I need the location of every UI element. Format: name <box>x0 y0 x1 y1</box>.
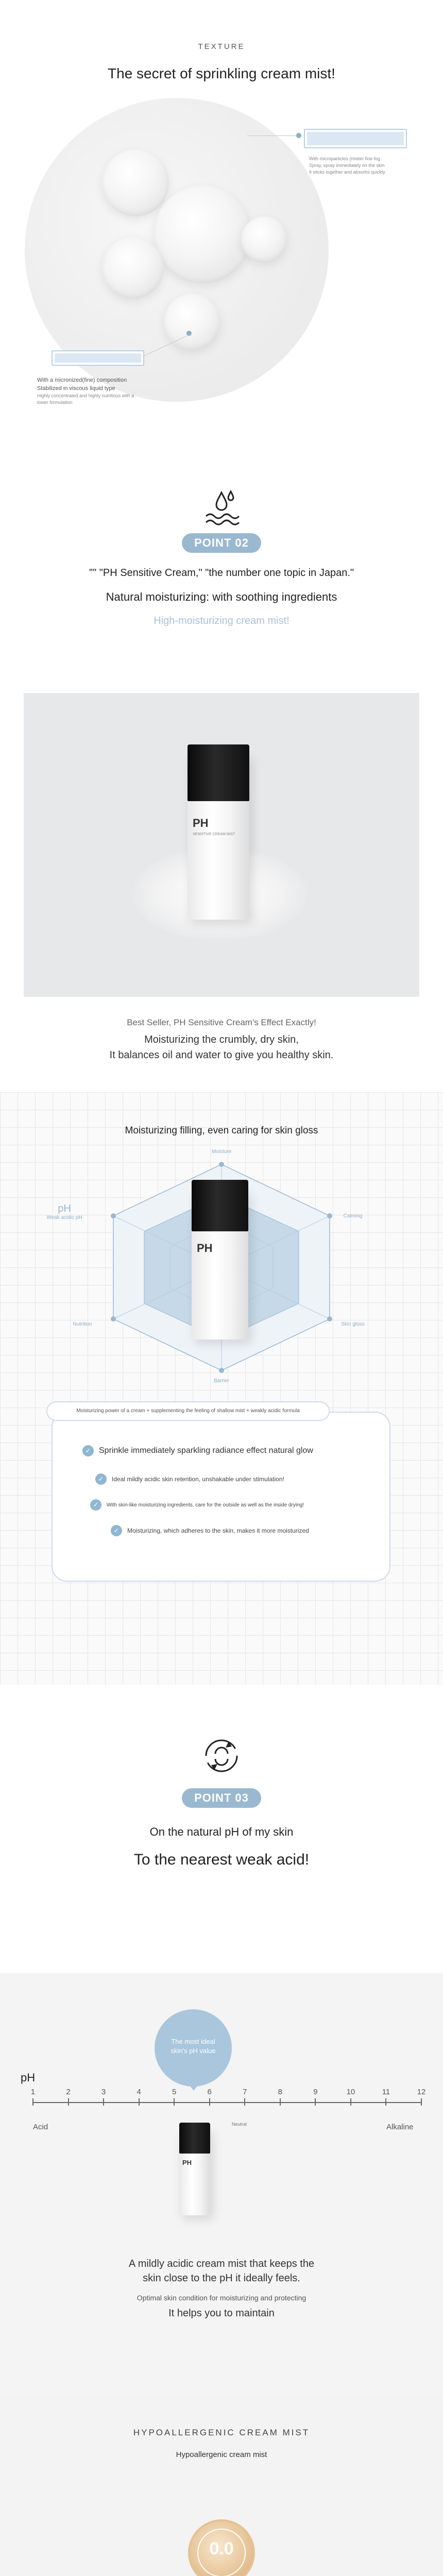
check-icon: ✓ <box>82 1445 94 1456</box>
radar-title: Moisturizing filling, even caring for skin gloss <box>125 1125 318 1136</box>
point02-badge: POINT 02 <box>182 533 261 553</box>
ph-tick-label: 6 <box>207 2088 212 2096</box>
hypo-sub: Hypoallergenic cream mist <box>176 2450 267 2459</box>
callout-left-line: With a micronized(fine) composition <box>37 377 127 383</box>
medal-value: 0.0 <box>197 2529 246 2576</box>
hypo-section <box>0 2396 443 2576</box>
ph-tick-label: 11 <box>382 2088 390 2096</box>
ph-tick <box>209 2098 210 2106</box>
ph-tick-label: 2 <box>66 2088 71 2096</box>
ph-tick <box>350 2098 351 2106</box>
ph-axis-label: pH <box>21 2071 36 2084</box>
product-photo <box>24 693 419 997</box>
check-icon: ✓ <box>111 1525 122 1536</box>
scale-desc-small: Optimal skin condition for moisturizing and protecting <box>137 2294 306 2302</box>
callout-line <box>247 135 296 136</box>
point02-headline: Natural moisturizing: with soothing ingredients <box>106 590 337 603</box>
scale-product-bottle <box>179 2128 210 2215</box>
callout-left-line: lower formulation <box>37 400 73 405</box>
callout-right-line: It sticks together and absorbs quickly <box>309 170 385 175</box>
check-icon: ✓ <box>95 1473 107 1485</box>
radar-ph-text: pH <box>58 1203 71 1214</box>
check-row <box>90 1499 304 1511</box>
ph-tick <box>315 2098 316 2106</box>
callout-dot <box>296 133 301 138</box>
ph-tick <box>244 2098 245 2106</box>
texture-section <box>0 0 443 453</box>
ph-tick-label: 1 <box>30 2088 36 2096</box>
check-row <box>95 1473 284 1485</box>
point02-body <box>0 1018 443 1063</box>
ph-tick-label: 5 <box>172 2088 177 2096</box>
ph-tick <box>385 2098 386 2106</box>
ph-tick-label: 10 <box>346 2088 355 2096</box>
radar-label-ph <box>41 1203 88 1221</box>
check-row <box>82 1445 313 1456</box>
ph-tick-label: 4 <box>137 2088 141 2096</box>
point02-body-line: Best Seller, PH Sensitive Cream's Effect Exactly! <box>127 1018 316 1027</box>
point02-quote: "" "PH Sensitive Cream," "the number one topic in Japan." <box>89 567 354 579</box>
check-text: With skin-like moisturizing ingredients, care for the outside as well as the inside drying! <box>107 1502 304 1508</box>
acid-label: Acid <box>33 2123 48 2131</box>
ph-tick <box>174 2098 175 2106</box>
point03-line2: To the nearest weak acid! <box>133 1851 310 1868</box>
bottle-label: PH <box>193 817 209 829</box>
bubble-line: skin's pH value <box>171 2047 216 2055</box>
callout-right-line: With microparticles (mister fine fog <box>309 156 381 161</box>
callout-left-line: Stabilized in viscous liquid type <box>37 385 115 392</box>
refresh-icon <box>0 1685 443 1779</box>
ph-tick <box>32 2098 33 2106</box>
hypo-kicker: HYPOALLERGENIC CREAM MIST <box>133 2428 310 2437</box>
ph-tick-label: 8 <box>278 2088 282 2096</box>
radar-label-bottom: Barrier <box>213 1378 229 1384</box>
radar-label-left-bottom: Nutrition <box>73 1321 92 1327</box>
radar-label-top: Moisture <box>211 1149 232 1155</box>
cream-drop <box>241 216 287 263</box>
point03-badge: POINT 03 <box>182 1788 261 1808</box>
ph-scale-section <box>0 1973 443 2396</box>
point02-blue-line: High-moisturizing cream mist! <box>154 615 289 626</box>
radar-section <box>0 1092 443 1685</box>
alkaline-label: Alkaline <box>386 2123 414 2131</box>
ph-tick-label: 7 <box>243 2088 247 2096</box>
radar-ph-sub: Weak acidic pH <box>46 1215 82 1221</box>
radar-label-right-top: Calming <box>343 1213 363 1219</box>
check-text: Moisturizing, which adheres to the skin, makes it more moisturized <box>127 1527 309 1534</box>
ph-tick-label: 3 <box>101 2088 106 2096</box>
check-text: Sprinkle immediately sparkling radiance effect natural glow <box>99 1446 313 1455</box>
point03-section <box>0 1685 443 1973</box>
callout-box-right <box>304 129 407 148</box>
callout-left-text <box>37 376 171 406</box>
zero-medal-icon <box>188 2519 255 2576</box>
radar-product-bottle <box>192 1190 248 1340</box>
check-row <box>111 1525 309 1536</box>
bottle-sublabel: SENSITIVE CREAM MIST <box>193 833 235 836</box>
ideal-ph-bubble <box>155 2009 232 2087</box>
scale-desc-line: It helps you to maintain <box>168 2308 275 2319</box>
bottle-label: PH <box>197 1242 213 1255</box>
neutral-label: Neutral <box>232 2122 247 2127</box>
product-bottle <box>188 755 249 920</box>
scale-desc-line: skin close to the pH it ideally feels. <box>143 2273 300 2284</box>
texture-title: The secret of sprinkling cream mist! <box>108 65 335 81</box>
check-icon: ✓ <box>90 1499 101 1511</box>
cream-drop <box>102 149 169 216</box>
point02-section <box>0 453 443 1092</box>
ph-tick <box>103 2098 104 2106</box>
cream-drop <box>154 185 251 283</box>
point02-body-line: It balances oil and water to give you healthy skin. <box>109 1049 334 1061</box>
ph-tick <box>421 2098 422 2106</box>
bubble-tail <box>186 2081 201 2091</box>
callout-right-line: Spray, spray immediately on the skin <box>309 163 385 168</box>
texture-kicker: TEXTURE <box>198 42 245 51</box>
check-text: Ideal mildly acidic skin retention, unshakable under stimulation! <box>112 1476 284 1483</box>
scale-desc <box>103 2257 340 2320</box>
callout-right-text <box>309 156 422 176</box>
bottle-label: PH <box>182 2159 192 2166</box>
ph-tick <box>68 2098 69 2106</box>
ph-tick-label: 12 <box>417 2088 426 2096</box>
cream-drop <box>102 237 164 299</box>
point02-body-line: Moisturizing the crumbly, dry skin, <box>144 1034 299 1045</box>
callout-box-left <box>52 350 144 366</box>
point03-line1: On the natural pH of my skin <box>149 1825 294 1838</box>
callout-left-line: Highly concentrated and highly nutritious with a <box>37 393 134 398</box>
benefit-pill: Moisturizing power of a cream + supplementing the feeling of shallow mist + weakly acidic formula <box>46 1401 330 1421</box>
bubble-line: The most ideal <box>171 2038 215 2045</box>
scale-desc-line: A mildly acidic cream mist that keeps the <box>128 2258 315 2269</box>
ph-tick-label: 9 <box>313 2088 318 2096</box>
ph-tick <box>280 2098 281 2106</box>
ph-tick <box>139 2098 140 2106</box>
benefit-panel <box>52 1412 390 1582</box>
radar-label-right-bottom: Skin gloss <box>341 1321 365 1327</box>
ph-axis <box>33 2102 421 2103</box>
water-icon <box>0 453 443 528</box>
